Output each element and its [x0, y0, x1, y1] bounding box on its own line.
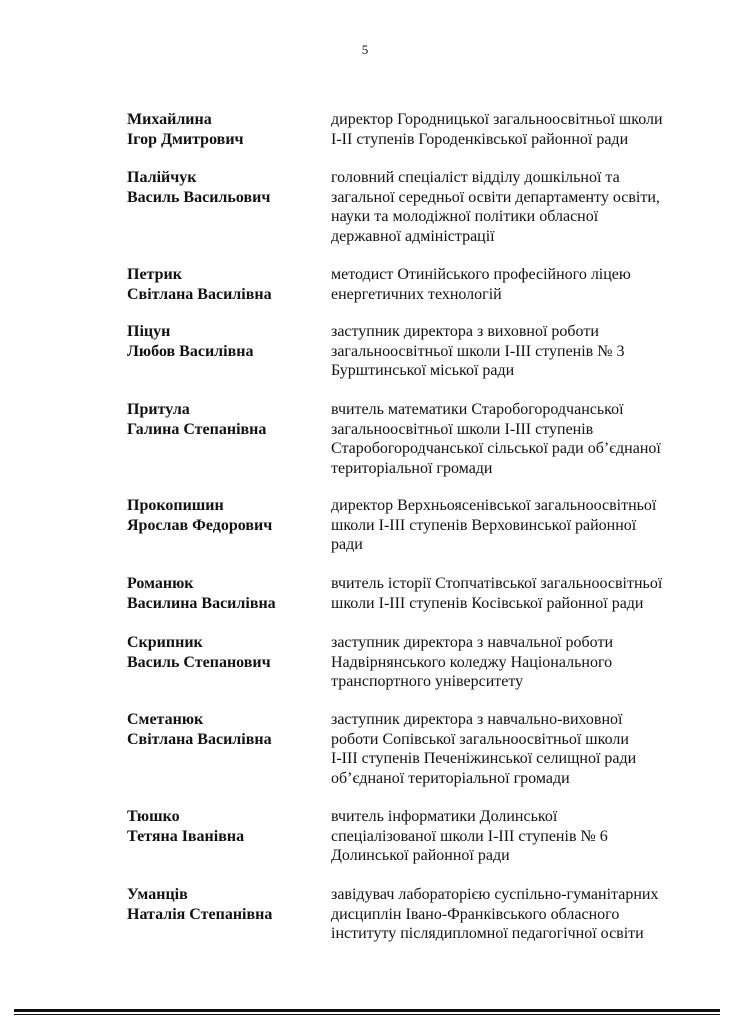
person-given-name: Світлана Василівна: [127, 285, 272, 303]
role-line: Бурштинської міської ради: [331, 362, 515, 379]
footer-rule-thick: [14, 1009, 720, 1012]
role-line: роботи Сопівської загальноосвітньої школи: [331, 730, 629, 748]
person-given-name: Галина Степанівна: [127, 420, 267, 438]
role-line: завідувач лабораторією суспільно-гуманітарних: [331, 886, 659, 903]
role-line: заступник директора з навчально-виховної: [331, 711, 623, 728]
person-surname: Притула: [127, 401, 190, 418]
role-line: директор Верхньоясенівської загальноосвітньої: [331, 497, 657, 514]
role-line: загальноосвітньої школи І-ІІІ ступенів: [331, 420, 594, 438]
role-line: Старобогородчанської сільської ради об’єднаної: [331, 440, 661, 457]
person-role: [331, 710, 697, 788]
role-line: головний спеціаліст відділу дошкільної та: [331, 169, 620, 186]
role-line: загальноосвітньої школи І-ІІІ ступенів № 3: [331, 342, 625, 360]
role-line: об’єднаної територіальної громади: [331, 769, 570, 787]
person-given-name: Василь Васильович: [127, 188, 271, 206]
role-line: вчитель історії Стопчатівської загальноосвітньої: [331, 575, 663, 592]
person-given-name: Василь Степанович: [127, 653, 271, 671]
person-given-name: Любов Василівна: [127, 342, 254, 360]
role-line: Надвірнянського коледжу Національного: [331, 653, 613, 671]
role-line: загальної середньої освіти департаменту освіти,: [331, 188, 660, 206]
person-role: [331, 265, 697, 304]
person-surname: Скрипник: [127, 634, 203, 651]
role-line: І-ІІІ ступенів Печеніжинської селищної ради: [331, 750, 637, 767]
role-line: вчитель інформатики Долинської: [331, 808, 558, 825]
person-role: [331, 168, 697, 246]
role-line: І-ІІ ступенів Городенківської районної ради: [331, 130, 629, 148]
role-line: ради: [331, 536, 363, 553]
person-surname: Піцун: [127, 323, 171, 340]
role-line: школи І-ІІІ ступенів Верховинської районної: [331, 516, 637, 534]
person-name: [127, 574, 327, 613]
person-given-name: Ігор Дмитрович: [127, 130, 244, 148]
role-line: заступник директора з виховної роботи: [331, 323, 599, 340]
person-surname: Тюшко: [127, 808, 180, 825]
person-surname: Петрик: [127, 266, 182, 283]
person-surname: Уманців: [127, 886, 188, 903]
person-surname: Михайлина: [127, 111, 212, 128]
person-given-name: Наталія Степанівна: [127, 905, 273, 923]
person-role: [331, 496, 697, 555]
role-line: науки та молодіжної політики обласної: [331, 208, 599, 225]
person-name: [127, 265, 327, 304]
role-line: вчитель математики Старобогородчанської: [331, 401, 624, 418]
role-line: державної адміністрації: [331, 227, 495, 245]
person-name: [127, 168, 327, 207]
role-line: спеціалізованої школи І-ІІІ ступенів № 6: [331, 827, 608, 845]
person-role: [331, 322, 697, 381]
person-name: [127, 710, 327, 749]
role-line: Долинської районної ради: [331, 847, 510, 864]
person-given-name: Тетяна Іванівна: [127, 827, 245, 845]
person-name: [127, 496, 327, 535]
role-line: школи І-ІІІ ступенів Косівської районної ради: [331, 594, 644, 612]
role-line: методист Отинійського професійного ліцею: [331, 266, 631, 283]
role-line: заступник директора з навчальної роботи: [331, 634, 614, 651]
role-line: територіальної громади: [331, 459, 493, 477]
person-name: [127, 885, 327, 924]
person-name: [127, 322, 327, 361]
person-name: [127, 400, 327, 439]
footer-rule-thin: [14, 1014, 720, 1015]
person-given-name: Світлана Василівна: [127, 730, 272, 748]
person-role: [331, 110, 697, 149]
person-name: [127, 633, 327, 672]
role-line: дисциплін Івано-Франківського обласного: [331, 905, 620, 923]
person-role: [331, 633, 697, 692]
person-surname: Прокопишин: [127, 497, 224, 514]
person-given-name: Василина Василівна: [127, 594, 276, 612]
person-surname: Сметанюк: [127, 711, 204, 728]
page-number: 5: [361, 42, 369, 57]
person-given-name: Ярослав Федорович: [127, 516, 273, 534]
person-role: [331, 400, 697, 478]
person-role: [331, 885, 697, 944]
person-role: [331, 807, 697, 866]
role-line: енергетичних технологій: [331, 285, 502, 303]
person-role: [331, 574, 697, 613]
person-name: [127, 807, 327, 846]
person-name: [127, 110, 327, 149]
role-line: директор Городницької загальноосвітньої школи: [331, 111, 663, 128]
role-line: інституту післядипломної педагогічної освіти: [331, 925, 644, 942]
role-line: транспортного університету: [331, 673, 524, 690]
person-surname: Палійчук: [127, 169, 197, 186]
person-surname: Романюк: [127, 575, 194, 592]
